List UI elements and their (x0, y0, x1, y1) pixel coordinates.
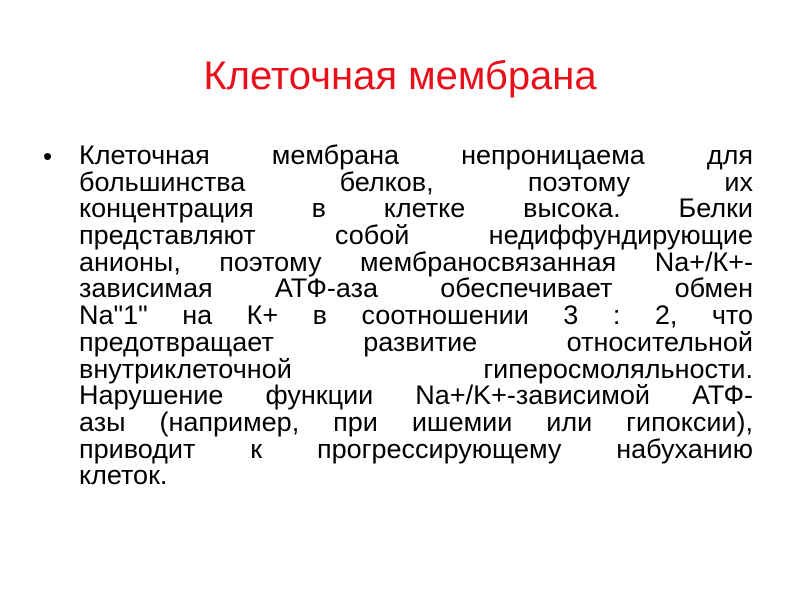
slide-title: Клеточная мембрана (203, 54, 597, 98)
text-line: большинства белков, поэтому их (79, 166, 753, 197)
text-line: концентрация в клетке высока. Белки (79, 193, 753, 224)
text-line: приводит к прогрессирующему набуханию (79, 433, 753, 464)
text-line: клеток. (79, 460, 168, 491)
text-line: зависимая АТФ-аза обеспечивает обмен (79, 273, 753, 304)
text-line: Клеточная мембрана непроницаема для (79, 140, 753, 170)
text-line: внутриклеточной гиперосмоляльности. (79, 353, 753, 384)
text-line: предотвращает развитие относительной (79, 326, 753, 357)
bullet-text (79, 142, 753, 489)
text-line: представляют собой недиффундирующие (79, 220, 753, 251)
bullet-marker: • (43, 141, 53, 171)
text-line: Нарушение функции Na+/K+-зависимой АТФ- (79, 380, 753, 411)
text-line: Na"1" на К+ в соотношении 3 : 2, что (79, 300, 753, 331)
text-line: анионы, поэтому мембраносвязанная Na+/К+- (79, 246, 753, 277)
text-line: азы (например, при ишемии или гипоксии), (79, 406, 753, 437)
